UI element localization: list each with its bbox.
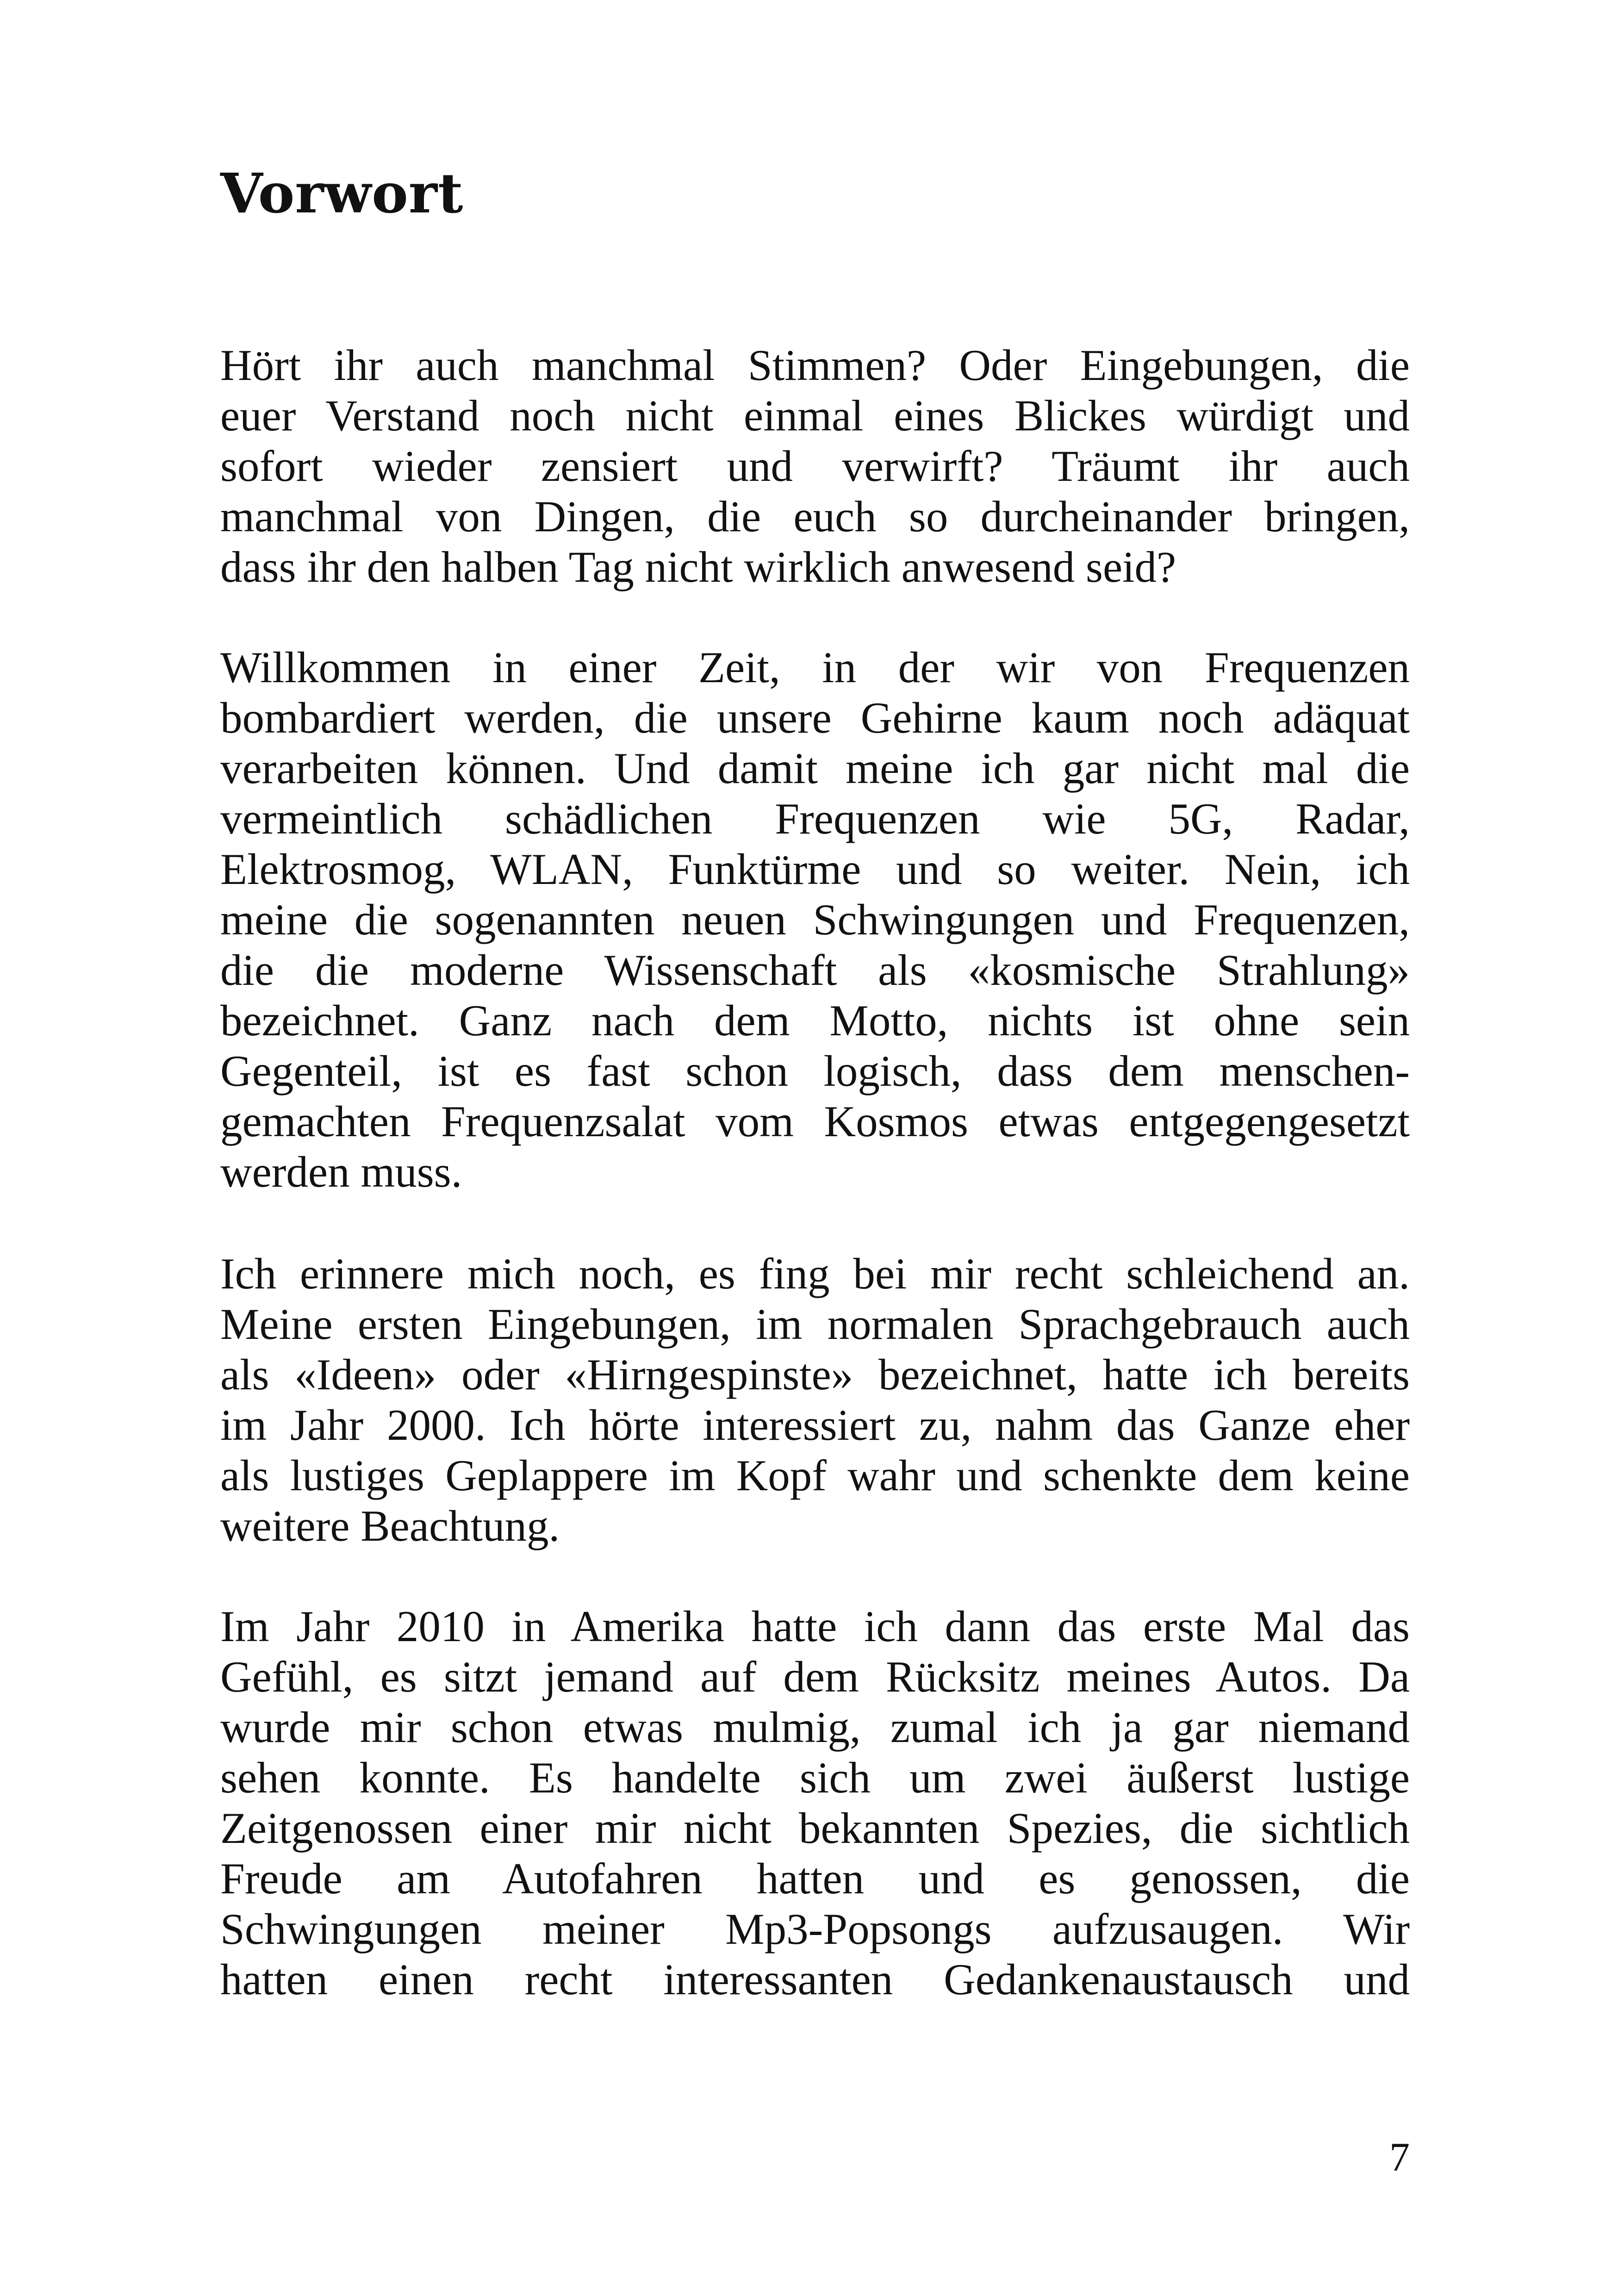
text-line: sofort wieder zensiert und verwirft? Träumt ihr auch (220, 442, 1410, 491)
text-line: wurde mir schon etwas mulmig, zumal ich ja gar niemand (220, 1703, 1410, 1752)
text-line: im Jahr 2000. Ich hörte interessiert zu, nahm das Ganze eher (220, 1400, 1410, 1450)
text-line: als lustiges Geplappere im Kopf wahr und schenkte dem keine (220, 1451, 1410, 1500)
text-line: manchmal von Dingen, die euch so durcheinander bringen, (220, 492, 1410, 541)
paragraph-2 (220, 642, 1410, 1197)
text-line: die die moderne Wissenschaft als «kosmische Strahlung» (220, 946, 1410, 995)
text-line: als «Ideen» oder «Hirngespinste» bezeichnet, hatte ich bereits (220, 1350, 1410, 1399)
text-line: Hört ihr auch manchmal Stimmen? Oder Eingebungen, die (220, 341, 1410, 390)
text-line: Im Jahr 2010 in Amerika hatte ich dann das erste Mal das (220, 1602, 1410, 1651)
paragraph-3 (220, 1249, 1410, 1551)
text-line: Gefühl, es sitzt jemand auf dem Rücksitz meines Autos. Da (220, 1652, 1410, 1701)
text-line: weitere Beachtung. (220, 1501, 560, 1550)
text-line: dass ihr den halben Tag nicht wirklich anwesend seid? (220, 542, 1176, 591)
text-line: werden muss. (220, 1147, 462, 1196)
text-line: bezeichnet. Ganz nach dem Motto, nichts ist ohne sein (220, 996, 1410, 1045)
text-line: euer Verstand noch nicht einmal eines Blickes würdigt und (220, 391, 1410, 440)
page-number: 7 (1389, 2135, 1410, 2180)
text-line: Schwingungen meiner Mp3-Popsongs aufzusaugen. Wir (220, 1904, 1410, 1954)
text-line: Elektrosmog, WLAN, Funktürme und so weiter. Nein, ich (220, 845, 1410, 894)
chapter-title: Vorwort (220, 161, 464, 225)
text-line: Gegenteil, ist es fast schon logisch, dass dem menschen- (220, 1046, 1410, 1095)
text-line: Ich erinnere mich noch, es fing bei mir recht schleichend an. (220, 1249, 1410, 1298)
text-line: bombardiert werden, die unsere Gehirne kaum noch adäquat (220, 693, 1410, 742)
text-line: hatten einen recht interessanten Gedankenaustausch und (220, 1955, 1410, 2004)
text-line: Freude am Autofahren hatten und es genossen, die (220, 1854, 1410, 1903)
paragraph-4 (220, 1601, 1410, 2005)
text-line: Willkommen in einer Zeit, in der wir von Frequenzen (220, 643, 1410, 692)
text-line: gemachten Frequenzsalat vom Kosmos etwas entgegengesetzt (220, 1097, 1410, 1146)
text-line: sehen konnte. Es handelte sich um zwei äußerst lustige (220, 1753, 1410, 1802)
text-line: Meine ersten Eingebungen, im normalen Sprachgebrauch auch (220, 1300, 1410, 1349)
text-line: meine die sogenannten neuen Schwingungen und Frequenzen, (220, 895, 1410, 944)
text-line: Zeitgenossen einer mir nicht bekannten Spezies, die sichtlich (220, 1804, 1410, 1853)
text-line: verarbeiten können. Und damit meine ich gar nicht mal die (220, 744, 1410, 793)
paragraph-1 (220, 340, 1410, 592)
text-line: vermeintlich schädlichen Frequenzen wie 5G, Radar, (220, 794, 1410, 843)
